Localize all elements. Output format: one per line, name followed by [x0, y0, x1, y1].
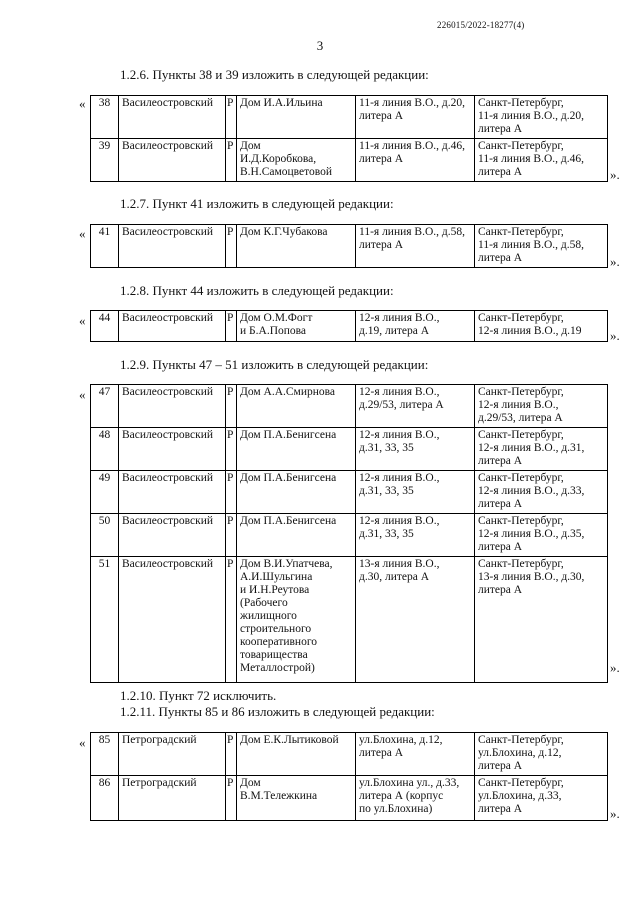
- type-cell: Р: [226, 514, 237, 557]
- table-row: [91, 557, 608, 683]
- district-cell: Василеостровский: [119, 96, 226, 139]
- full-address: Санкт-Петербург, 12-я линия В.О., д.31, литера А: [478, 429, 585, 467]
- object-name-cell: [237, 428, 356, 471]
- full-address: Санкт-Петербург, 11-я линия В.О., д.46, литера А: [478, 140, 585, 178]
- type-cell: Р: [226, 385, 237, 428]
- section-heading: 1.2.6. Пункты 38 и 39 изложить в следующей редакции:: [120, 67, 429, 82]
- table-row: [91, 514, 608, 557]
- full-address-cell: [475, 557, 608, 683]
- doc-number: 226015/2022-18277(4): [437, 20, 525, 30]
- row-number: 48: [91, 428, 119, 471]
- table-row: [91, 428, 608, 471]
- row-number: 44: [91, 311, 119, 342]
- object-name-cell: [237, 385, 356, 428]
- district-cell: Василеостровский: [119, 471, 226, 514]
- address: 12-я линия В.О., д.31, 33, 35: [359, 429, 440, 454]
- full-address: Санкт-Петербург, ул.Блохина, д.33, литера А: [478, 777, 564, 815]
- quote-open: «: [79, 96, 86, 111]
- section-heading: 1.2.7. Пункт 41 изложить в следующей редакции:: [120, 196, 394, 211]
- section-heading: 1.2.8. Пункт 44 изложить в следующей редакции:: [120, 283, 394, 298]
- address-cell: [356, 428, 475, 471]
- full-address: Санкт-Петербург, 12-я линия В.О., д.29/53, литера А: [478, 386, 564, 424]
- full-address: Санкт-Петербург, ул.Блохина, д.12, литера А: [478, 734, 564, 772]
- type-cell: Р: [226, 733, 237, 776]
- full-address: Санкт-Петербург, 12-я линия В.О., д.35, литера А: [478, 515, 585, 553]
- type-cell: Р: [226, 139, 237, 182]
- address: 12-я линия В.О., д.31, 33, 35: [359, 515, 440, 540]
- register-table: [90, 384, 608, 683]
- object-name: Дом А.А.Смирнова: [240, 386, 336, 398]
- row-number: 47: [91, 385, 119, 428]
- address: ул.Блохина ул., д.33, литера А (корпус по ул.Блохина): [359, 777, 460, 815]
- address-cell: [356, 514, 475, 557]
- full-address: Санкт-Петербург, 11-я линия В.О., д.58, литера А: [478, 226, 585, 264]
- object-name-cell: [237, 557, 356, 683]
- object-name: Дом П.А.Бенигсена: [240, 515, 337, 527]
- address: ул.Блохина, д.12, литера А: [359, 734, 443, 759]
- quote-close: ».: [610, 167, 620, 182]
- row-number: 85: [91, 733, 119, 776]
- district-cell: Василеостровский: [119, 428, 226, 471]
- section-heading: 1.2.9. Пункты 47 – 51 изложить в следующей редакции:: [120, 357, 429, 372]
- quote-open: «: [79, 387, 86, 402]
- full-address-cell: [475, 471, 608, 514]
- address: 12-я линия В.О., д.29/53, литера А: [359, 386, 444, 411]
- object-name: Дом И.Д.Коробкова, В.Н.Самоцветовой: [240, 140, 333, 178]
- register-table: [90, 224, 608, 268]
- full-address: Санкт-Петербург, 12-я линия В.О., д.33, литера А: [478, 472, 585, 510]
- row-number: 38: [91, 96, 119, 139]
- register-table: [90, 95, 608, 182]
- full-address-cell: [475, 311, 608, 342]
- address-cell: [356, 557, 475, 683]
- address-cell: [356, 139, 475, 182]
- object-name: Дом П.А.Бенигсена: [240, 429, 337, 441]
- district-cell: Василеостровский: [119, 311, 226, 342]
- object-name: Дом О.М.Фогт и Б.А.Попова: [240, 312, 313, 337]
- district-cell: Василеостровский: [119, 514, 226, 557]
- row-number: 49: [91, 471, 119, 514]
- row-number: 41: [91, 225, 119, 268]
- address: 11-я линия В.О., д.20, литера А: [359, 97, 466, 122]
- quote-open: «: [79, 735, 86, 750]
- full-address-cell: [475, 139, 608, 182]
- type-cell: Р: [226, 225, 237, 268]
- full-address-cell: [475, 96, 608, 139]
- row-number: 86: [91, 776, 119, 821]
- district-cell: Василеостровский: [119, 225, 226, 268]
- full-address-cell: [475, 428, 608, 471]
- address-cell: [356, 471, 475, 514]
- address: 11-я линия В.О., д.46, литера А: [359, 140, 466, 165]
- address: 12-я линия В.О., д.31, 33, 35: [359, 472, 440, 497]
- object-name-cell: [237, 225, 356, 268]
- address-cell: [356, 225, 475, 268]
- table-row: [91, 311, 608, 342]
- type-cell: Р: [226, 428, 237, 471]
- district-cell: Петроградский: [119, 776, 226, 821]
- row-number: 51: [91, 557, 119, 683]
- address-cell: [356, 776, 475, 821]
- full-address-cell: [475, 776, 608, 821]
- address-cell: [356, 96, 475, 139]
- quote-close: ».: [610, 806, 620, 821]
- object-name-cell: [237, 471, 356, 514]
- object-name-cell: [237, 514, 356, 557]
- district-cell: Василеостровский: [119, 139, 226, 182]
- object-name-cell: [237, 311, 356, 342]
- object-name: Дом В.М.Тележкина: [240, 777, 318, 802]
- district-cell: Василеостровский: [119, 385, 226, 428]
- quote-close: ».: [610, 328, 620, 343]
- object-name-cell: [237, 96, 356, 139]
- object-name: Дом В.И.Упатчева, А.И.Шульгина и И.Н.Реутова (Рабочего жилищного строительного кооперативного товарищества Металлострой): [240, 558, 333, 674]
- district-cell: Василеостровский: [119, 557, 226, 683]
- object-name-cell: [237, 776, 356, 821]
- full-address-cell: [475, 225, 608, 268]
- page-number: 3: [316, 38, 324, 53]
- object-name: Дом К.Г.Чубакова: [240, 226, 328, 238]
- register-table: [90, 732, 608, 821]
- table-row: [91, 225, 608, 268]
- address-cell: [356, 733, 475, 776]
- type-cell: Р: [226, 311, 237, 342]
- address-cell: [356, 311, 475, 342]
- table-row: [91, 733, 608, 776]
- object-name: Дом И.А.Ильина: [240, 97, 323, 109]
- full-address: Санкт-Петербург, 11-я линия В.О., д.20, литера А: [478, 97, 585, 135]
- quote-close: ».: [610, 660, 620, 675]
- table-row: [91, 385, 608, 428]
- address-cell: [356, 385, 475, 428]
- address: 13-я линия В.О., д.30, литера А: [359, 558, 440, 583]
- type-cell: Р: [226, 557, 237, 683]
- row-number: 39: [91, 139, 119, 182]
- row-number: 50: [91, 514, 119, 557]
- type-cell: Р: [226, 471, 237, 514]
- quote-open: «: [79, 226, 86, 241]
- object-name-cell: [237, 733, 356, 776]
- quote-open: «: [79, 313, 86, 328]
- object-name: Дом Е.К.Лытиковой: [240, 734, 339, 746]
- full-address: Санкт-Петербург, 13-я линия В.О., д.30, литера А: [478, 558, 585, 596]
- section-heading: 1.2.10. Пункт 72 исключить.: [120, 688, 277, 703]
- district-cell: Петроградский: [119, 733, 226, 776]
- full-address-cell: [475, 733, 608, 776]
- register-table: [90, 310, 608, 342]
- address: 11-я линия В.О., д.58, литера А: [359, 226, 466, 251]
- full-address-cell: [475, 385, 608, 428]
- address: 12-я линия В.О., д.19, литера А: [359, 312, 440, 337]
- section-heading: 1.2.11. Пункты 85 и 86 изложить в следующей редакции:: [120, 704, 435, 719]
- type-cell: Р: [226, 776, 237, 821]
- full-address: Санкт-Петербург, 12-я линия В.О., д.19: [478, 312, 582, 337]
- object-name-cell: [237, 139, 356, 182]
- full-address-cell: [475, 514, 608, 557]
- quote-close: ».: [610, 254, 620, 269]
- object-name: Дом П.А.Бенигсена: [240, 472, 337, 484]
- table-row: [91, 776, 608, 821]
- type-cell: Р: [226, 96, 237, 139]
- table-row: [91, 471, 608, 514]
- table-row: [91, 96, 608, 139]
- table-row: [91, 139, 608, 182]
